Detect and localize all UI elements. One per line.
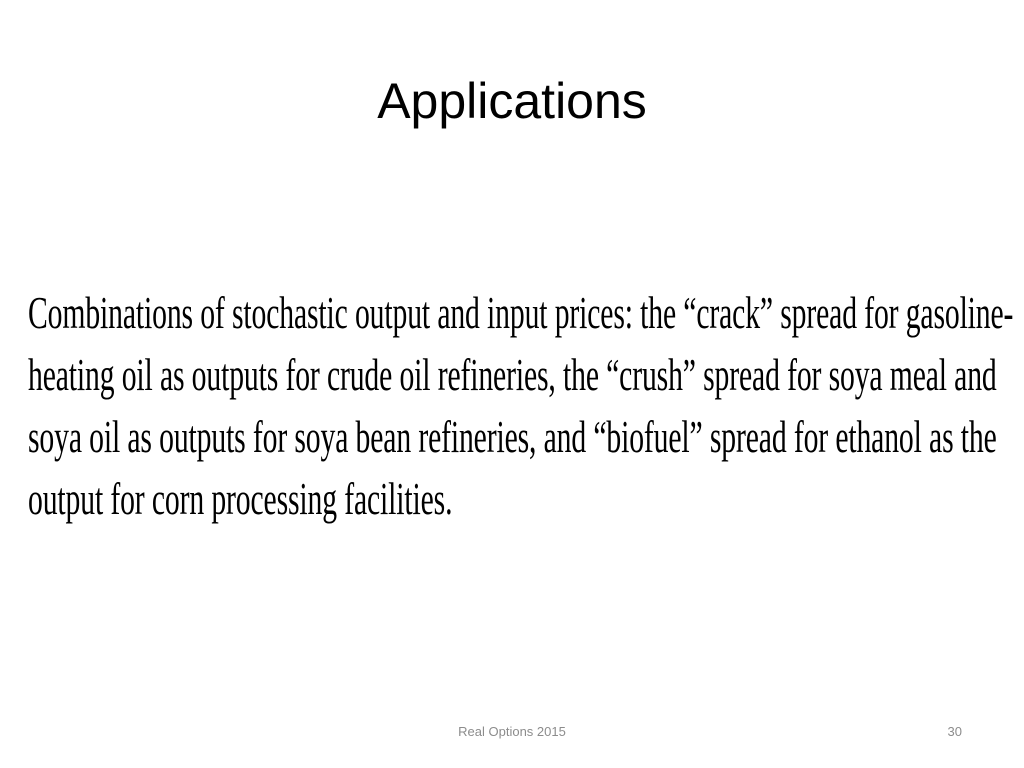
- slide-footer: Real Options 2015: [458, 724, 566, 739]
- body-line: heating oil as outputs for crude oil refineries, the “crush” spread for soya meal and: [28, 349, 997, 400]
- slide-title: Applications: [377, 73, 647, 129]
- slide-page-number: 30: [947, 724, 962, 739]
- body-line: output for corn processing facilities.: [28, 473, 453, 524]
- body-line: soya oil as outputs for soya bean refineries, and “biofuel” spread for ethanol as the: [28, 411, 997, 462]
- slide-body-text: [28, 282, 1014, 530]
- body-line: Combinations of stochastic output and input prices: the “crack” spread for gasoline-: [28, 287, 1014, 338]
